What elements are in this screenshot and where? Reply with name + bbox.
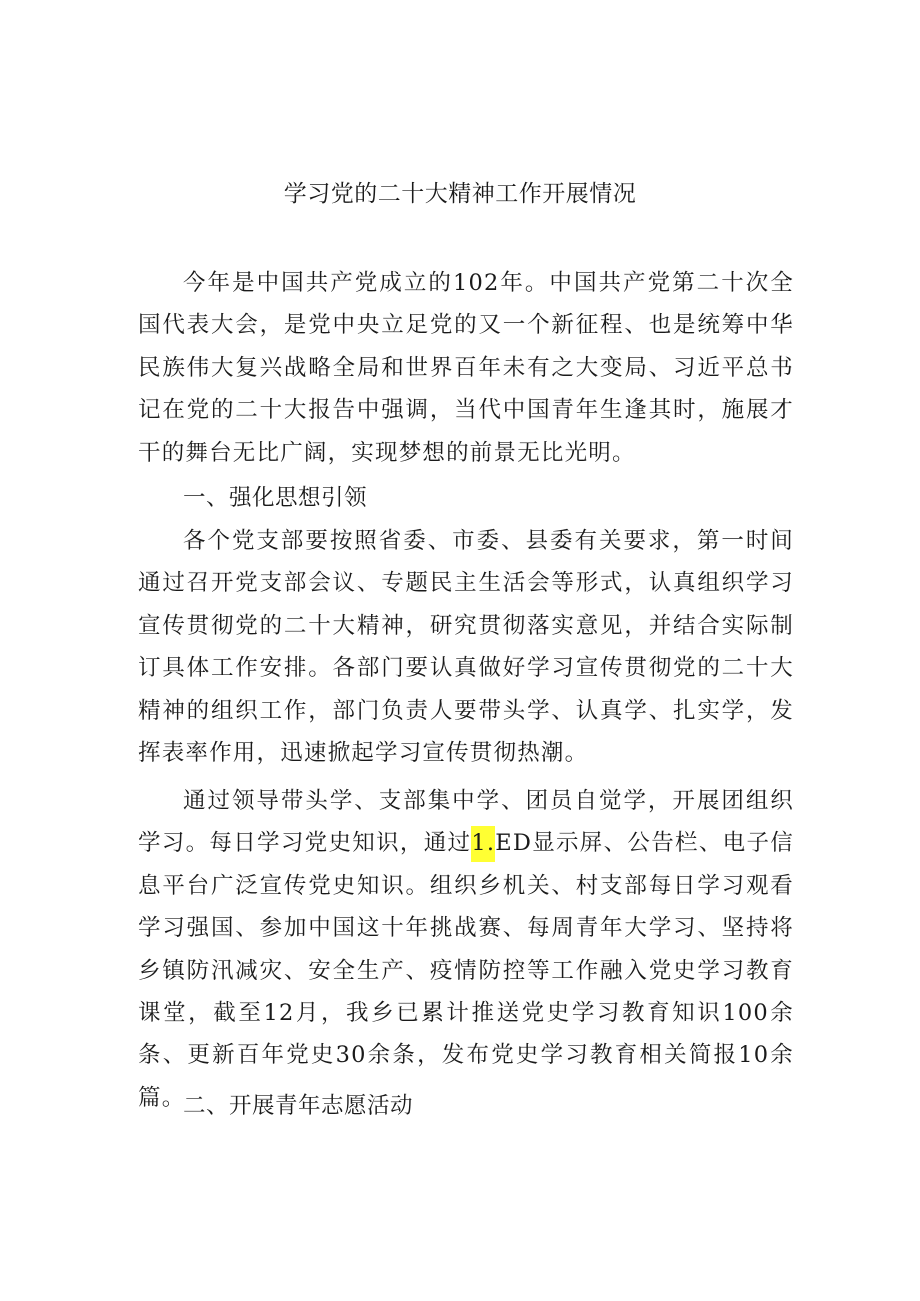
paragraph-text-before-highlight: 通过领导带头学、支部集中学、团员自觉学，开展团组织学习。每日学习党史知识，通过 <box>138 788 794 857</box>
section-2-heading: 二、开展青年志愿活动 <box>183 1093 414 1119</box>
paragraph-text-after-highlight: ED显示屏、公告栏、电子信息平台广泛宣传党史知识。组织乡机关、村支部每日学习观看学习强国、参加中国这十年挑战赛、每周青年大学习、坚持将乡镇防汛减灾、安全生产、疫情防控等工作融入党史学习教育课堂，截至12月，我乡已累计推送党史学习教育知识100余条、更新百年党史30余条，发布党史学习教育相关简报10余篇。 <box>138 830 794 1111</box>
intro-paragraph: 今年是中国共产党成立的102年。中国共产党第二十次全国代表大会，是党中央立足党的又一个新征程、也是统筹中华民族伟大复兴战略全局和世界百年未有之大变局、习近平总书记在党的二十大报告中强调，当代中国青年生逢其时，施展才干的舞台无比广阔，实现梦想的前景无比光明。 <box>138 270 794 466</box>
document-title: 学习党的二十大精神工作开展情况 <box>283 181 637 207</box>
section-1-paragraph-2 <box>138 780 794 1119</box>
highlighted-text: 1. <box>471 826 495 862</box>
section-1-heading: 一、强化思想引领 <box>183 485 368 511</box>
section-1-paragraph-1: 各个党支部要按照省委、市委、县委有关要求，第一时间通过召开党支部会议、专题民主生活会等形式，认真组织学习宣传贯彻党的二十大精神，研究贯彻落实意见，并结合实际制订具体工作安排。各部门要认真做好学习宣传贯彻党的二十大精神的组织工作，部门负责人要带头学、认真学、扎实学，发挥表率作用，迅速掀起学习宣传贯彻热潮。 <box>138 528 794 767</box>
